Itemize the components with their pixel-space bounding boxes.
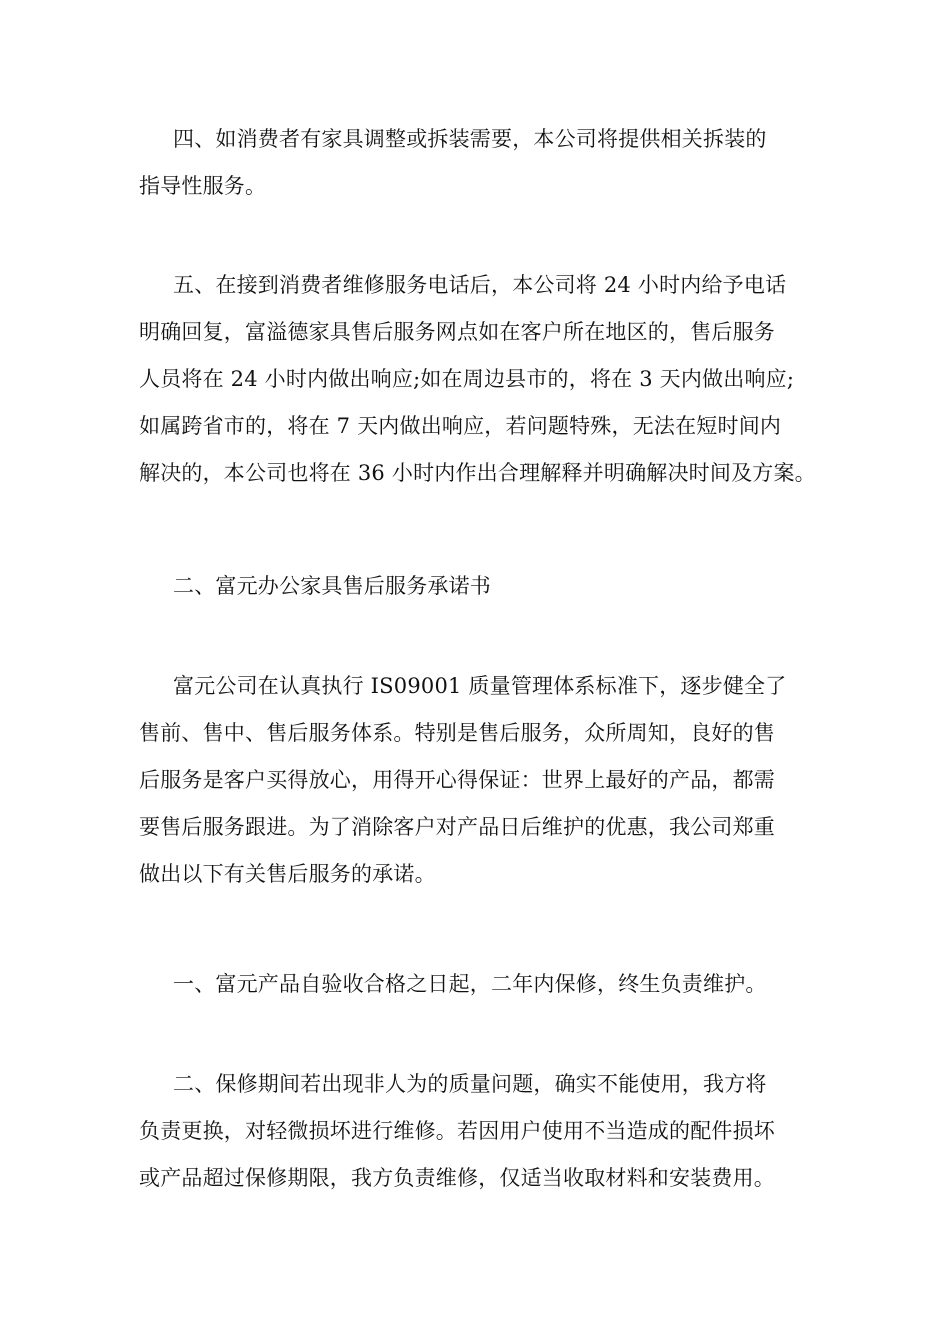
paragraph-line: 如属跨省市的，将在 7 天内做出响应，若问题特殊，无法在短时间内 [139, 414, 782, 438]
paragraph-line: 明确回复，富溢德家具售后服务网点如在客户所在地区的，售后服务 [139, 320, 775, 344]
paragraph-line: 四、如消费者有家具调整或拆装需要，本公司将提供相关拆装的 [173, 127, 767, 151]
section-heading-text: 二、富元办公家具售后服务承诺书 [173, 574, 491, 598]
paragraph-line: 或产品超过保修期限，我方负责维修，仅适当收取材料和安装费用。 [139, 1166, 775, 1190]
paragraph-line: 解决的，本公司也将在 36 小时内作出合理解释并明确解决时间及方案。 [139, 461, 816, 485]
paragraph-warranty-terms [139, 1061, 829, 1202]
paragraph-line: 一、富元产品自验收合格之日起，二年内保修，终生负责维护。 [173, 972, 767, 996]
paragraph-line: 人员将在 24 小时内做出响应;如在周边县市的，将在 3 天内做出响应; [139, 367, 795, 391]
paragraph-line: 负责更换，对轻微损坏进行维修。若因用户使用不当造成的配件损坏 [139, 1119, 775, 1143]
section-heading [139, 563, 829, 610]
paragraph-line: 售前、售中、售后服务体系。特别是售后服务，众所周知，良好的售 [139, 721, 775, 745]
paragraph-line: 指导性服务。 [139, 174, 267, 198]
paragraph-line: 做出以下有关售后服务的承诺。 [139, 862, 436, 886]
paragraph-intro [139, 663, 829, 898]
paragraph-repair-response [139, 262, 829, 497]
paragraph-line: 富元公司在认真执行 IS09001 质量管理体系标准下，逐步健全了 [173, 674, 787, 698]
paragraph-line: 二、保修期间若出现非人为的质量问题，确实不能使用，我方将 [173, 1072, 767, 1096]
paragraph-line: 要售后服务跟进。为了消除客户对产品日后维护的优惠，我公司郑重 [139, 815, 775, 839]
paragraph-line: 五、在接到消费者维修服务电话后，本公司将 24 小时内给予电话 [173, 273, 787, 297]
paragraph-warranty [139, 961, 829, 1008]
paragraph-line: 后服务是客户买得放心，用得开心得保证：世界上最好的产品，都需 [139, 768, 775, 792]
paragraph-furniture-adjustment [139, 116, 829, 210]
